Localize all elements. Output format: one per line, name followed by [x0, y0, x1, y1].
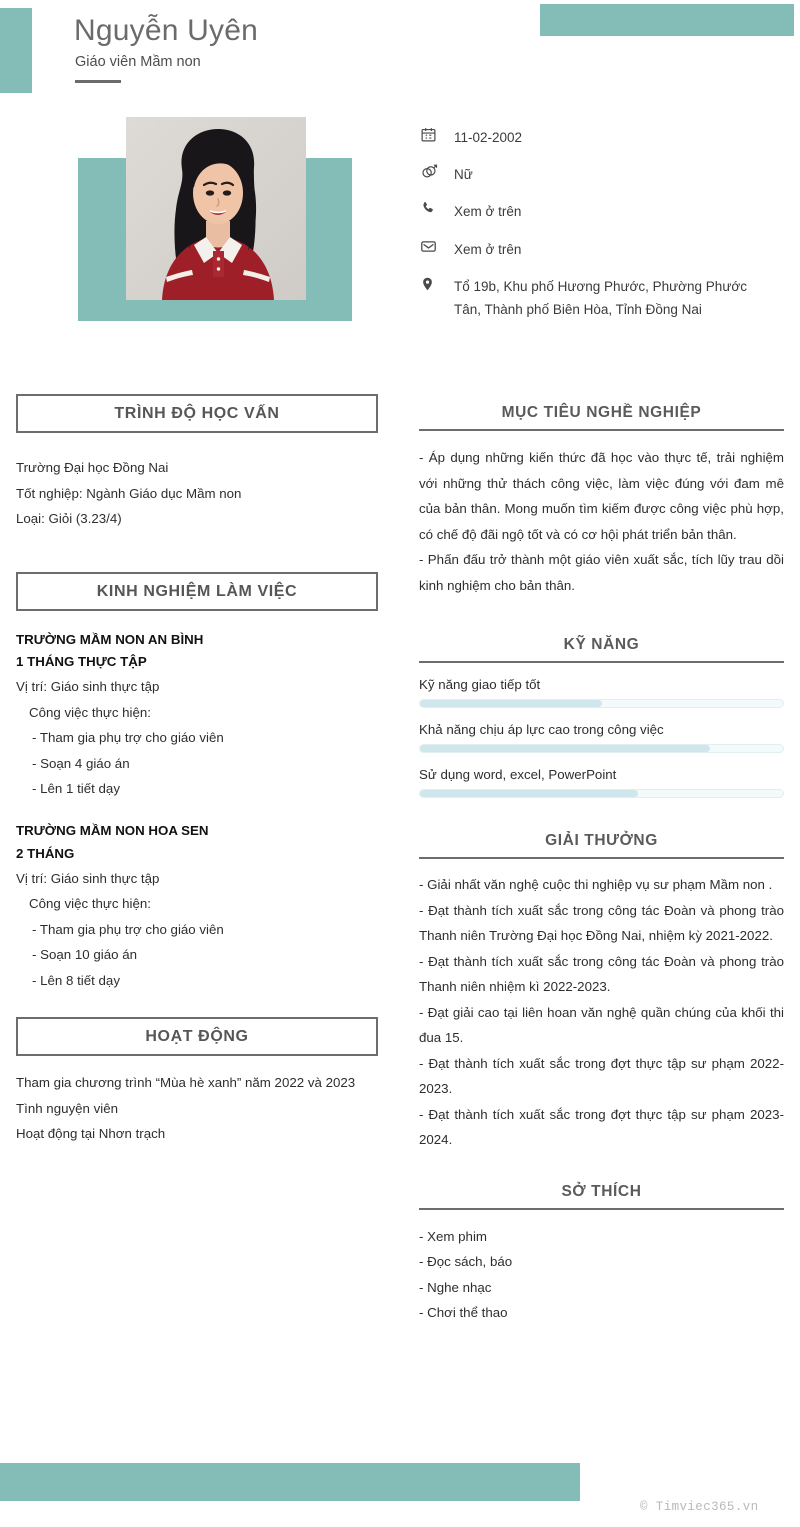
gender-icon — [420, 162, 454, 181]
hobby-item: - Chơi thể thao — [419, 1305, 508, 1321]
skill-progress-track — [419, 789, 784, 798]
experience-task: - Lên 8 tiết dạy — [32, 972, 120, 988]
contact-info-list — [420, 125, 790, 334]
section-title-objective: MỤC TIÊU NGHỀ NGHIỆP — [501, 404, 702, 421]
skill-progress-fill — [420, 700, 602, 707]
experience-company: TRƯỜNG MẦM NON HOA SEN — [16, 822, 209, 838]
contact-row-phone — [420, 199, 790, 223]
section-title-experience: KINH NGHIỆM LÀM VIỆC — [96, 582, 298, 600]
header-divider — [75, 80, 121, 83]
experience-item — [16, 629, 378, 802]
decorative-teal-left-bar — [0, 8, 32, 93]
experience-task: - Tham gia phụ trợ cho giáo viên — [32, 730, 224, 746]
avatar — [126, 117, 306, 300]
page-title: Nguyễn Uyên — [74, 14, 258, 47]
skill-item — [419, 767, 784, 798]
skill-progress-track — [419, 744, 784, 753]
contact-phone-text: Xem ở trên — [454, 204, 522, 220]
contact-address-text: Tổ 19b, Khu phố Hương Phước, Phường Phước Tân, Thành phố Biên Hòa, Tỉnh Đồng Nai — [454, 278, 747, 318]
phone-icon — [420, 199, 454, 216]
section-header-experience — [16, 572, 378, 611]
section-header-awards — [419, 832, 784, 859]
calendar-icon — [420, 125, 454, 143]
candidate-photo — [126, 117, 306, 300]
award-item: - Giải nhất văn nghệ cuộc thi nghiệp vụ sư phạm Mầm non . — [419, 877, 773, 893]
experience-company: TRƯỜNG MẦM NON AN BÌNH — [16, 631, 204, 647]
skill-label: Khả năng chịu áp lực cao trong công việc — [419, 722, 664, 738]
header-role: Giáo viên Mầm non — [75, 54, 201, 70]
experience-tasks-label: Công việc thực hiện: — [29, 704, 151, 720]
contact-row-address — [420, 274, 790, 321]
hobby-item: - Đọc sách, báo — [419, 1254, 513, 1270]
experience-task: - Tham gia phụ trợ cho giáo viên — [32, 921, 224, 937]
activity-line: Tham gia chương trình “Mùa hè xanh” năm 2022 và 2023 — [16, 1075, 356, 1091]
decorative-teal-top-right-bar — [540, 4, 794, 36]
experience-duration: 2 THÁNG — [16, 845, 75, 861]
decorative-teal-footer-bar — [0, 1463, 580, 1501]
activity-line: Hoạt động tại Nhơn trạch — [16, 1126, 166, 1142]
section-header-activities — [16, 1017, 378, 1056]
contact-gender-text: Nữ — [454, 167, 473, 183]
experience-tasks-label: Công việc thực hiện: — [29, 896, 151, 912]
skill-label: Kỹ năng giao tiếp tốt — [419, 677, 541, 693]
experience-task: - Lên 1 tiết dạy — [32, 781, 120, 797]
section-title-education: TRÌNH ĐỘ HỌC VẤN — [114, 405, 280, 422]
contact-birthdate-text: 11-02-2002 — [454, 130, 523, 145]
education-line: Tốt nghiệp: Ngành Giáo dục Mầm non — [16, 485, 242, 501]
right-column — [419, 404, 784, 1326]
footer-credit: © Timviec365.vn — [640, 1500, 759, 1514]
section-title-hobbies: SỞ THÍCH — [561, 1182, 642, 1200]
section-title-awards: GIẢI THƯỞNG — [545, 832, 658, 850]
section-header-skills — [419, 636, 784, 663]
hobbies-body — [419, 1224, 784, 1326]
awards-body — [419, 872, 784, 1153]
education-line: Trường Đại học Đồng Nai — [16, 460, 169, 475]
experience-position: Vị trí: Giáo sinh thực tập — [16, 870, 160, 886]
activity-line: Tình nguyện viên — [16, 1100, 119, 1116]
education-line: Loại: Giỏi (3.23/4) — [16, 511, 122, 527]
section-title-activities: HOẠT ĐỘNG — [145, 1028, 249, 1046]
award-item: - Đạt thành tích xuất sắc trong công tác Đoàn và phong trào Thanh niên nhiệm kì 2022-2023. — [419, 953, 784, 995]
award-item: - Đạt thành tích xuất sắc trong công tác Đoàn và phong trào Thanh niên Trường Đại học Đồng Nai, nhiệm kỳ 2021-2022. — [419, 902, 784, 944]
section-header-hobbies — [419, 1183, 784, 1210]
objective-paragraph: - Phấn đấu trở thành một giáo viên xuất sắc, tích lũy trau dồi kinh nghiệm cho bản thân. — [419, 552, 784, 593]
envelope-icon — [420, 237, 454, 255]
contact-email-text: Xem ở trên — [454, 241, 522, 257]
skill-item — [419, 677, 784, 708]
hobby-item: - Xem phim — [419, 1228, 487, 1244]
left-column — [16, 394, 378, 1147]
experience-task: - Soạn 4 giáo án — [32, 755, 130, 771]
section-title-skills: KỸ NĂNG — [563, 636, 640, 654]
experience-task: - Soạn 10 giáo án — [32, 947, 137, 963]
hobby-item: - Nghe nhạc — [419, 1279, 492, 1295]
experience-duration: 1 THÁNG THỰC TẬP — [16, 654, 147, 670]
skill-progress-track — [419, 699, 784, 708]
objective-body — [419, 445, 784, 598]
location-pin-icon — [420, 274, 454, 293]
contact-row-birthdate — [420, 125, 790, 149]
objective-paragraph: - Áp dụng những kiến thức đã học vào thực tế, trải nghiệm với những thử thách công việc, làm việc đúng với đam mê của bản thân. Mong muốn tìm kiếm được công việc phù hợp, có chế độ đãi ngộ tốt và có cơ hội phát triển bản thân. — [419, 450, 784, 542]
experience-item — [16, 820, 378, 993]
education-body — [16, 455, 378, 532]
activities-body — [16, 1070, 378, 1147]
experience-position: Vị trí: Giáo sinh thực tập — [16, 679, 160, 695]
skill-progress-fill — [420, 790, 638, 797]
award-item: - Đạt thành tích xuất sắc trong đợt thực tập sư phạm 2022-2023. — [419, 1055, 784, 1097]
skill-item — [419, 722, 784, 753]
award-item: - Đạt giải cao tại liên hoan văn nghệ quần chúng của khối thi đua 15. — [419, 1004, 784, 1046]
skills-body — [419, 677, 784, 798]
section-header-education — [16, 394, 378, 433]
contact-row-gender — [420, 162, 790, 186]
section-header-objective — [419, 404, 784, 431]
award-item: - Đạt thành tích xuất sắc trong đợt thực tập sư phạm 2023-2024. — [419, 1106, 784, 1148]
skill-label: Sử dụng word, excel, PowerPoint — [419, 767, 617, 783]
contact-row-email — [420, 237, 790, 261]
skill-progress-fill — [420, 745, 710, 752]
